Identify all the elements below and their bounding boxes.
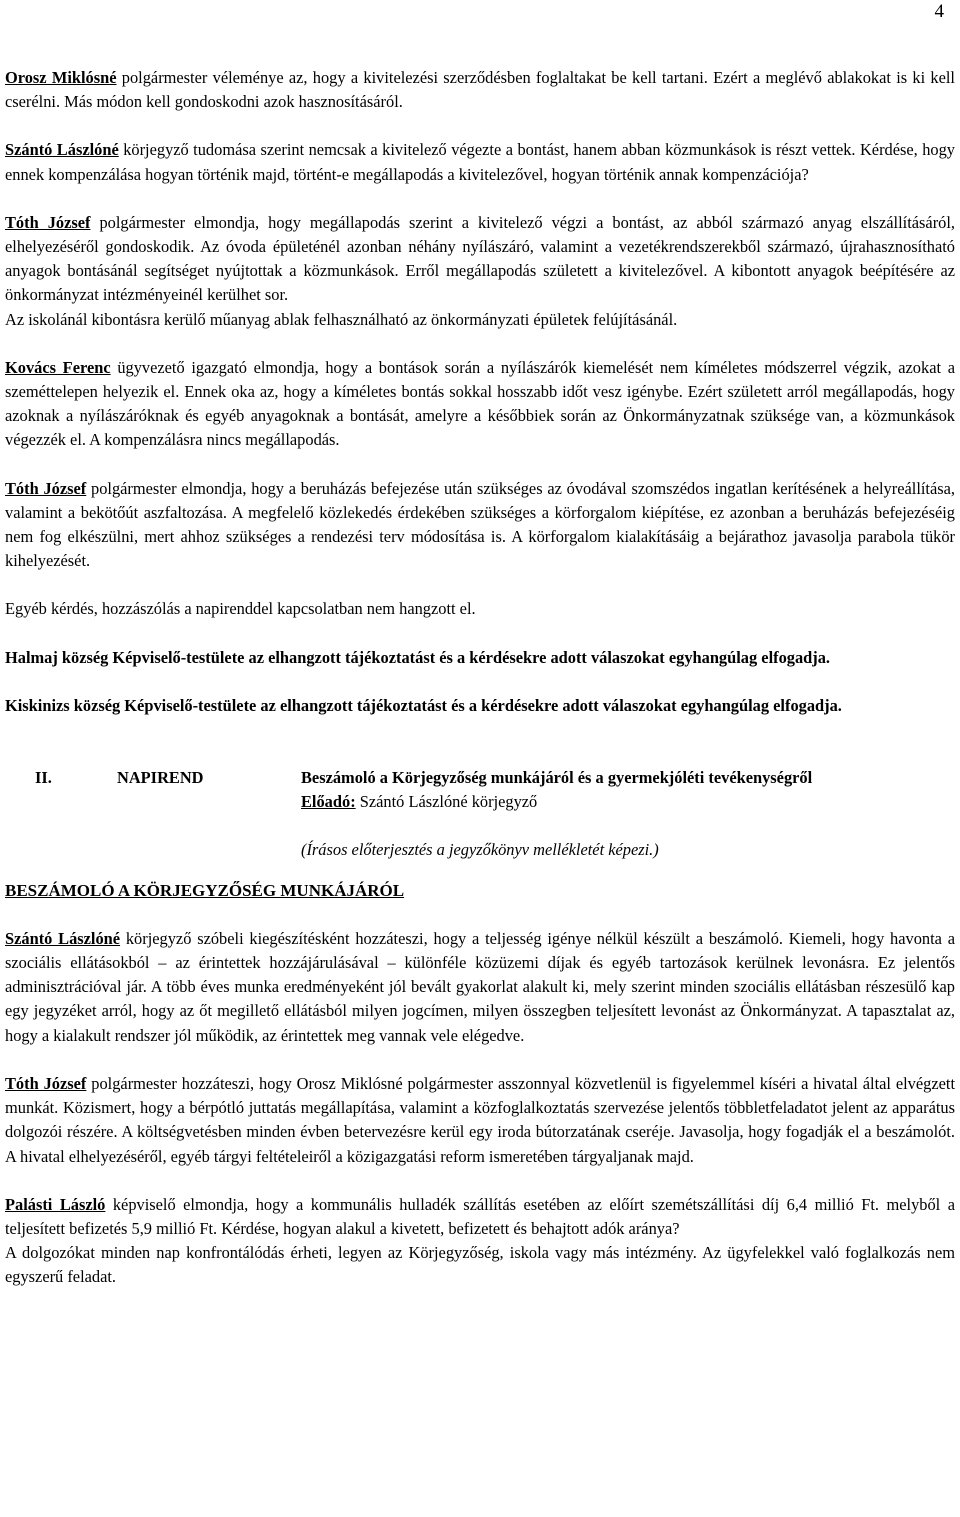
paragraph-toth-1 xyxy=(5,211,955,308)
paragraph-text: körjegyző tudomása szerint nemcsak a kivitelező végezte a bontást, hanem abban közmunkások is részt vettek. Kérdése, hogy ennek kompenzálása hogyan történik majd, történt-e megállapodás a kivitelezővel, hogyan történik annak kompenzációja? xyxy=(5,140,955,184)
agenda-item xyxy=(5,766,955,863)
speaker-name: Szántó Lászlóné xyxy=(5,140,119,160)
paragraph-text: polgármester elmondja, hogy a beruházás befejezése után szükséges az óvodával szomszédos ingatlan kerítésének a helyreállítása, valamint a bekötőút aszfaltozása. A megfelelő közlekedés érdekében szükséges a körforgalom kiépítése, ez azonban a beruházás befejezéséig nem fog elkészülni, mert ahhoz szükséges a rendezési terv módosítása is. A körforgalom kialakításáig a bejárathoz javasolja parabola tükör kihelyezését. xyxy=(5,478,956,571)
agenda-number: II. xyxy=(35,768,52,788)
paragraph-toth-2 xyxy=(5,477,955,574)
paragraph-szanto-2 xyxy=(5,927,955,1048)
paragraph-orosz xyxy=(5,66,955,114)
speaker-name: Orosz Miklósné xyxy=(5,68,117,87)
speaker-name: Palásti László xyxy=(5,1194,106,1214)
paragraph-text: polgármester elmondja, hogy megállapodás szerint a kivitelező végzi a bontást, az abból származó anyag elszállításáról, elhelyezéséről gondoskodik. Az óvoda épületénél azonban néhány nyílászáró, valamint a vezetékrendszerekből származó, újrahasznosítható anyagok bontásánál segítséget nyújtottak a közmunkások. Erről megállapodás született a kivitelezővel. A kibontott anyagok beépítésére az önkormányzat intézményeinél kerülhet sor. xyxy=(5,212,955,305)
section-heading: BESZÁMOLÓ A KÖRJEGYZŐSÉG MUNKÁJÁRÓL xyxy=(5,880,405,900)
speaker-name: Szántó Lászlóné xyxy=(5,928,121,948)
paragraph-workers: A dolgozókat minden nap konfrontálódás érheti, legyen az Körjegyzőség, iskola vagy más intézmény. Az ügyfelekkel való foglalkozás nem egyszerű feladat. xyxy=(5,1243,955,1287)
paragraph-szanto xyxy=(5,138,955,186)
document-body xyxy=(5,66,955,1290)
agenda-label: NAPIREND xyxy=(117,768,204,788)
agenda-note: (Írásos előterjesztés a jegyzőkönyv mellékletét képezi.) xyxy=(301,840,659,860)
paragraph-kovacs xyxy=(5,356,955,453)
speaker-name: Tóth József xyxy=(5,478,87,498)
agenda-presenter xyxy=(301,790,955,814)
other-questions: Egyéb kérdés, hozzászólás a napirenddel kapcsolatban nem hangzott el. xyxy=(5,599,476,619)
speaker-name: Tóth József xyxy=(5,1073,87,1093)
paragraph-text: ügyvezető igazgató elmondja, hogy a bontások során a nyílászárók kiemelését nem kíméletes módszerrel végzik, azokat a szeméttelepen helyezik el. Ennek oka az, hogy a kíméletes bontás sokkal hosszabb időt vesz igénybe. Ezért született arról megállapodás, hogy azoknak a nyílászáróknak és egyéb anyagoknak a bontását, amelyre a későbbiek során az Önkormányzatnak szüksége van, a közmunkások végezzék el. A kompenzálásra nincs megállapodás. xyxy=(5,357,955,450)
speaker-name: Tóth József xyxy=(5,212,91,232)
resolution-halmaj: Halmaj község Képviselő-testülete az elhangzott tájékoztatást és a kérdésekre adott válaszokat egyhangúlag elfogadja. xyxy=(5,647,831,667)
resolution-kiskinizs: Kiskinizs község Képviselő-testülete az elhangzott tájékoztatást és a kérdésekre adott válaszokat egyhangúlag elfogadja. xyxy=(5,695,842,715)
agenda-title: Beszámoló a Körjegyzőség munkájáról és a gyermekjóléti tevékenységről xyxy=(301,768,813,788)
presenter-label: Előadó: xyxy=(301,792,356,812)
paragraph-palasti xyxy=(5,1193,955,1241)
page-number: 4 xyxy=(934,1,944,22)
paragraph-text: polgármester véleménye az, hogy a kivitelezési szerződésben foglaltakat be kell tartani. Ezért a meglévő ablakokat is ki kell cserélni. Más módon kell gondoskodni azok hasznosításáról. xyxy=(5,68,955,112)
paragraph-toth-3 xyxy=(5,1072,955,1169)
paragraph-text: polgármester hozzáteszi, hogy Orosz Miklósné polgármester asszonnyal közvetlenül is figyelemmel kíséri a hivatal által elvégzett munkát. Közismert, hogy a bérpótló juttatás megállapítása, valamint a közfoglalkoztatás szervezése jelentős többletfeladatot jelent az apparátus dolgozói részére. A költségvetésben minden évben betervezésre kerül egy iroda bútorzatának cseréje. Javasolja, hogy fogadják el a beszámolót. A hivatal elhelyezéséről, egyéb tárgyi feltételeiről a közigazgatási reform ismeretében tárgyaljanak majd. xyxy=(5,1073,956,1166)
paragraph-text: képviselő elmondja, hogy a kommunális hulladék szállítás esetében az előírt szemétszállítási díj 6,4 millió Ft. melyből a teljesített befizetés 5,9 millió Ft. Kérdése, hogyan alakul a kivetett, befizetett és behajtott adók aránya? xyxy=(5,1194,955,1238)
presenter-name: Szántó Lászlóné körjegyző xyxy=(355,792,538,812)
paragraph-school-windows: Az iskolánál kibontásra kerülő műanyag ablak felhasználható az önkormányzati épületek felújításánál. xyxy=(5,309,678,329)
paragraph-text: körjegyző szóbeli kiegészítésként hozzáteszi, hogy a teljesség igénye nélkül készült a beszámoló. Kiemeli, hogy havonta a szociális ellátásokból – az érintettek hozzájárulásával – különféle közüzemi díjak és egyéb tartozások kerülnek levonásra. Ez jelentős adminisztrációval jár. A több éves munka eredményeként jól bevált gyakorlat alakult ki, mely szerint minden szociális ellátásban részesülő kap egy jegyzéket arról, hogy az őt megillető ellátásból milyen jogcímen, milyen összegben teljesített levonást az Önkormányzat. A tapasztalat az, hogy a kialakult rendszer jól működik, az érintettek meg vannak vele elégedve. xyxy=(5,928,956,1045)
speaker-name: Kovács Ferenc xyxy=(5,357,111,377)
